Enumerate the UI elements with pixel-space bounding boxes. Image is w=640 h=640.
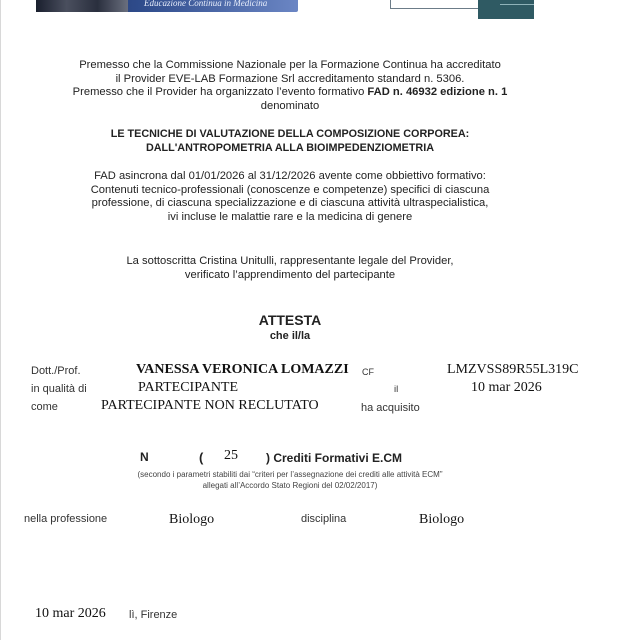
participant-name: VANESSA VERONICA LOMAZZI: [136, 362, 349, 377]
profession-value: Biologo: [169, 512, 215, 527]
banner-text: Educazione Continua in Medicina: [144, 0, 268, 8]
intro-line-1: Premesso che la Commissione Nazionale per la Formazione Continua ha accreditato: [79, 59, 501, 71]
role-label: in qualità di: [31, 383, 87, 395]
course-title: [0, 128, 580, 155]
signatory-line-1: La sottoscritta Cristina Unitulli, rappresentante legale del Provider,: [126, 255, 454, 267]
credits-value: 25: [224, 448, 238, 463]
event-code: FAD n. 46932 edizione n. 1: [367, 86, 508, 99]
discipline-value: Biologo: [419, 512, 465, 527]
course-title-line-2: DALL'ANTROPOMETRIA ALLA BIOIMPEDENZIOMETRIA: [145, 141, 435, 154]
credits-open-paren: (: [199, 450, 204, 465]
objective-line-1: FAD asincrona dal 01/01/2026 al 31/12/2026 avente come obbiettivo formativo:: [94, 170, 486, 182]
signatory-paragraph: [0, 255, 580, 282]
provider-logo-stripe: [500, 4, 534, 5]
title-label: Dott./Prof.: [31, 365, 81, 377]
cf-label: CF: [362, 367, 374, 377]
as-label: come: [31, 401, 58, 413]
credits-note-line-2: allegati all’Accordo Stato Regioni del 02/02/2017): [202, 481, 378, 490]
provider-logo: [478, 0, 534, 19]
credits-n-label: N: [140, 450, 149, 464]
issue-date: 10 mar 2026: [35, 606, 106, 621]
objective-line-2: Contenuti tecnico-professionali (conoscenze e competenze) specifici di ciascuna: [90, 183, 490, 196]
banner-photo: [36, 0, 128, 12]
objective-line-3: professione, di ciascuna specializzazione e di ciascuna attività ultraspecialistica,: [91, 197, 489, 210]
credits-note-line-1: (secondo i parametri stabiliti dai “criteri per l’assegnazione dei crediti alle attività ECM”: [137, 470, 443, 479]
participant-type: PARTECIPANTE NON RECLUTATO: [101, 398, 319, 413]
intro-line-3-text: Premesso che il Provider ha organizzato l’evento formativo: [72, 86, 368, 99]
ecm-banner: [36, 0, 298, 12]
intro-paragraph: [0, 59, 580, 113]
tax-code: LMZVSS89R55L319C: [447, 362, 579, 377]
credits-label: ) Crediti Formativi E.CM: [266, 451, 403, 465]
role-value: PARTECIPANTE: [138, 380, 239, 395]
discipline-label: disciplina: [301, 513, 347, 525]
attesta-title: ATTESTA: [258, 312, 322, 328]
intro-line-4: denominato: [260, 99, 320, 112]
intro-line-2: il Provider EVE-LAB Formazione Srl accreditamento standard n. 5306.: [115, 72, 465, 85]
objective-paragraph: [0, 170, 580, 224]
participation-date: 10 mar 2026: [471, 380, 542, 395]
signatory-line-2: verificato l’apprendimento del partecipante: [184, 268, 396, 281]
intro-line-3: [0, 86, 580, 100]
attesta-subtitle: che il/la: [269, 330, 311, 342]
credits-note: [0, 469, 580, 491]
objective-line-4: ivi incluse le malattie rare e la medicina di genere: [167, 210, 413, 223]
profession-label: nella professione: [24, 513, 108, 525]
date-label: il: [394, 384, 399, 395]
acquired-label: ha acquisito: [361, 402, 420, 414]
issue-place: lì, Firenze: [129, 609, 178, 621]
course-title-line-1: LE TECNICHE DI VALUTAZIONE DELLA COMPOSIZIONE CORPOREA:: [110, 128, 470, 140]
